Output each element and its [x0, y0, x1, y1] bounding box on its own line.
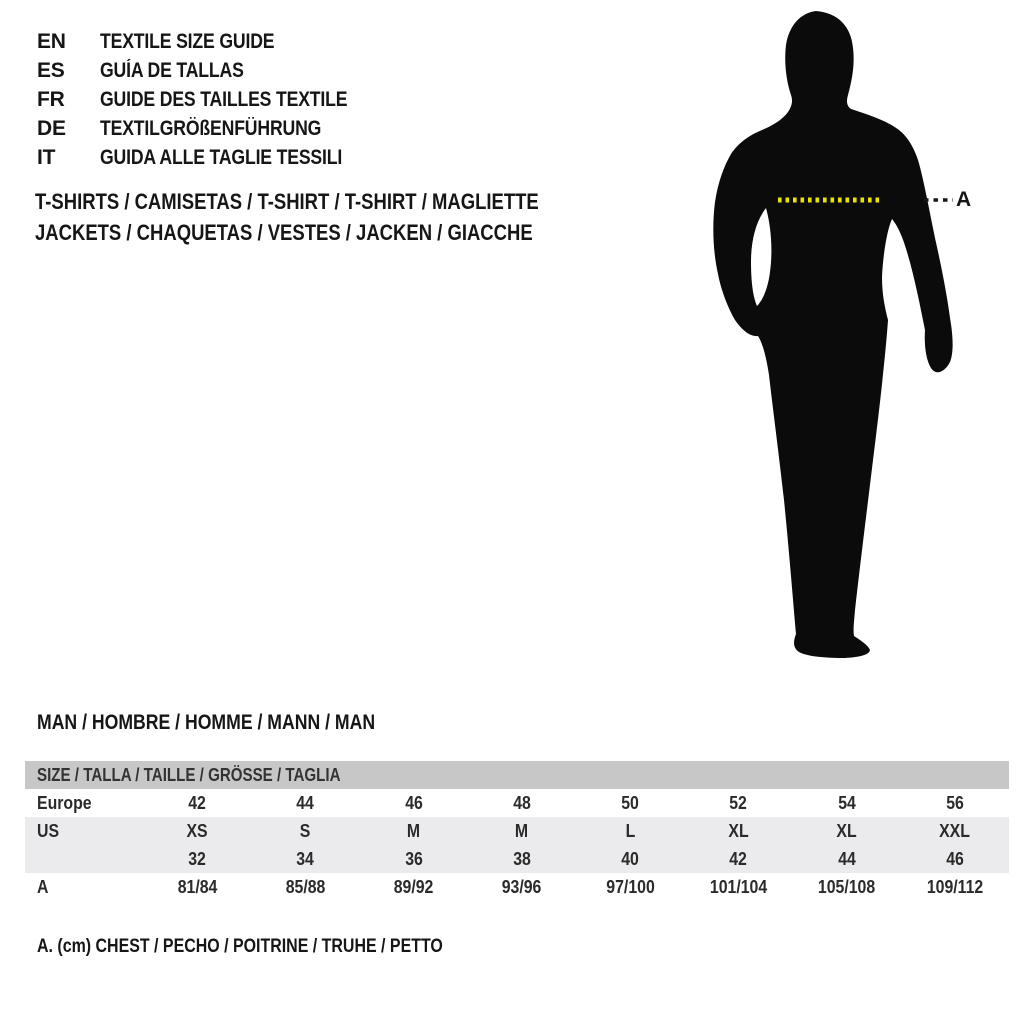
language-row	[37, 114, 394, 143]
language-title: GUIDE DES TAILLES TEXTILE	[100, 87, 348, 111]
table-cell: 34	[296, 848, 315, 869]
language-row	[37, 85, 394, 114]
table-cell: 105/108	[817, 876, 876, 897]
section-heading-man	[37, 711, 439, 735]
language-code: DE	[37, 116, 66, 140]
measurement-footnote-text: A. (cm) CHEST / PECHO / POITRINE / TRUHE / PETTO	[37, 936, 443, 957]
language-row	[37, 27, 394, 56]
table-cell: XXL	[939, 820, 971, 841]
table-cell: 44	[837, 848, 856, 869]
table-cell: 48	[513, 792, 531, 813]
language-code: IT	[37, 145, 56, 169]
table-cell: XL	[728, 820, 749, 841]
row-label: US	[37, 820, 60, 841]
language-list	[37, 27, 394, 172]
size-table	[25, 761, 1009, 901]
language-title: TEXTILE SIZE GUIDE	[100, 29, 275, 53]
table-cell: 81/84	[177, 876, 217, 897]
language-row	[37, 143, 394, 172]
language-title: GUIDA ALLE TAGLIE TESSILI	[100, 145, 343, 169]
table-cell: M	[515, 820, 529, 841]
table-cell: XL	[836, 820, 857, 841]
table-cell: M	[407, 820, 421, 841]
product-type-lines	[35, 186, 635, 248]
table-cell: 89/92	[393, 876, 434, 897]
section-heading-text: MAN / HOMBRE / HOMME / MANN / MAN	[37, 711, 376, 734]
measurement-footnote	[37, 936, 520, 958]
size-table-header	[25, 761, 1009, 789]
table-row-chest-a	[25, 873, 1009, 901]
table-cell: 97/100	[605, 876, 655, 897]
table-cell: 32	[188, 848, 206, 869]
product-line-tshirts: T-SHIRTS / CAMISETAS / T-SHIRT / T-SHIRT / MAGLIETTE	[35, 189, 539, 214]
table-cell: 46	[404, 792, 423, 813]
table-cell: 56	[946, 792, 964, 813]
table-cell: XS	[186, 820, 208, 841]
table-cell: 40	[621, 848, 639, 869]
table-cell: 46	[946, 848, 964, 869]
product-line-jackets: JACKETS / CHAQUETAS / VESTES / JACKEN / GIACCHE	[35, 220, 533, 245]
row-label	[25, 849, 143, 870]
table-cell: 38	[513, 848, 531, 869]
table-cell: 44	[296, 792, 315, 813]
table-cell: 93/96	[502, 876, 542, 897]
row-label: Europe	[37, 792, 92, 813]
table-cell: 85/88	[285, 876, 326, 897]
table-cell: 42	[188, 792, 206, 813]
table-row-numeric	[25, 845, 1009, 873]
table-cell: 54	[837, 792, 856, 813]
measurement-label-a: A	[956, 188, 972, 211]
size-table-header-text: SIZE / TALLA / TAILLE / GRÖSSE / TAGLIA	[37, 764, 341, 785]
language-code: FR	[37, 87, 65, 111]
table-row-us	[25, 817, 1009, 845]
table-row-europe	[25, 789, 1009, 817]
table-cell: 101/104	[709, 876, 768, 897]
language-title: TEXTILGRÖßENFÜHRUNG	[100, 116, 322, 140]
row-label: A	[37, 876, 49, 897]
language-code: ES	[37, 58, 65, 82]
table-cell: 36	[404, 848, 423, 869]
table-cell: S	[300, 820, 311, 841]
table-cell: L	[625, 820, 635, 841]
language-code: EN	[37, 29, 66, 53]
table-cell: 109/112	[926, 876, 984, 897]
table-cell: 42	[729, 848, 748, 869]
language-title: GUÍA DE TALLAS	[100, 58, 244, 82]
language-row	[37, 56, 394, 85]
table-cell: 52	[729, 792, 748, 813]
table-cell: 50	[621, 792, 639, 813]
